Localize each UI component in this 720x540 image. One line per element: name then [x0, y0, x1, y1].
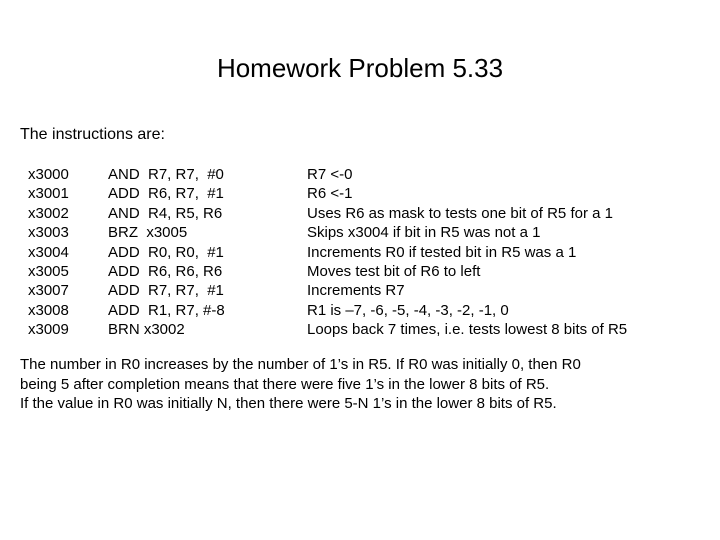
address-cell: x3003	[28, 224, 69, 242]
comment-cell: Loops back 7 times, i.e. tests lowest 8 bits of R5	[307, 321, 628, 339]
instruction-cell: BRN x3002	[108, 321, 185, 339]
comment-column	[307, 165, 717, 340]
instruction-cell: ADD R1, R7, #-8	[108, 301, 225, 319]
comment-cell: Increments R0 if tested bit in R5 was a 1	[307, 243, 577, 261]
address-column	[28, 165, 103, 340]
address-cell: x3008	[28, 301, 69, 319]
comment-cell: Uses R6 as mask to tests one bit of R5 for a 1	[307, 204, 613, 222]
instruction-cell: ADD R0, R0, #1	[108, 243, 224, 261]
address-cell: x3004	[28, 243, 69, 261]
comment-cell: R6 <-1	[307, 185, 353, 203]
address-cell: x3009	[28, 321, 69, 339]
instruction-cell: ADD R7, R7, #1	[108, 282, 224, 300]
instruction-cell: ADD R6, R6, R6	[108, 262, 223, 280]
intro-text: The instructions are:	[20, 126, 165, 143]
summary-line: being 5 after completion means that there were five 1’s in the lower 8 bits of R5.	[20, 375, 550, 393]
instruction-cell: BRZ x3005	[108, 224, 188, 242]
address-cell: x3001	[28, 185, 69, 203]
comment-cell: R7 <-0	[307, 166, 353, 183]
address-cell: x3002	[28, 204, 69, 222]
address-cell: x3000	[28, 166, 69, 183]
address-cell: x3007	[28, 282, 69, 300]
instruction-cell: AND R7, R7, #0	[108, 166, 224, 183]
comment-cell: R1 is –7, -6, -5, -4, -3, -2, -1, 0	[307, 301, 509, 319]
address-cell: x3005	[28, 262, 69, 280]
summary-paragraph	[20, 355, 710, 414]
comment-cell: Skips x3004 if bit in R5 was not a 1	[307, 224, 541, 242]
slide-title: Homework Problem 5.33	[216, 53, 504, 83]
instruction-cell: ADD R6, R7, #1	[108, 185, 224, 203]
instruction-cell: AND R4, R5, R6	[108, 204, 223, 222]
instruction-column	[108, 165, 298, 340]
comment-cell: Moves test bit of R6 to left	[307, 262, 481, 280]
summary-line: The number in R0 increases by the number of 1’s in R5. If R0 was initially 0, then R0	[20, 356, 581, 373]
comment-cell: Increments R7	[307, 282, 405, 300]
summary-line: If the value in R0 was initially N, then there were 5-N 1’s in the lower 8 bits of R5.	[20, 395, 557, 412]
